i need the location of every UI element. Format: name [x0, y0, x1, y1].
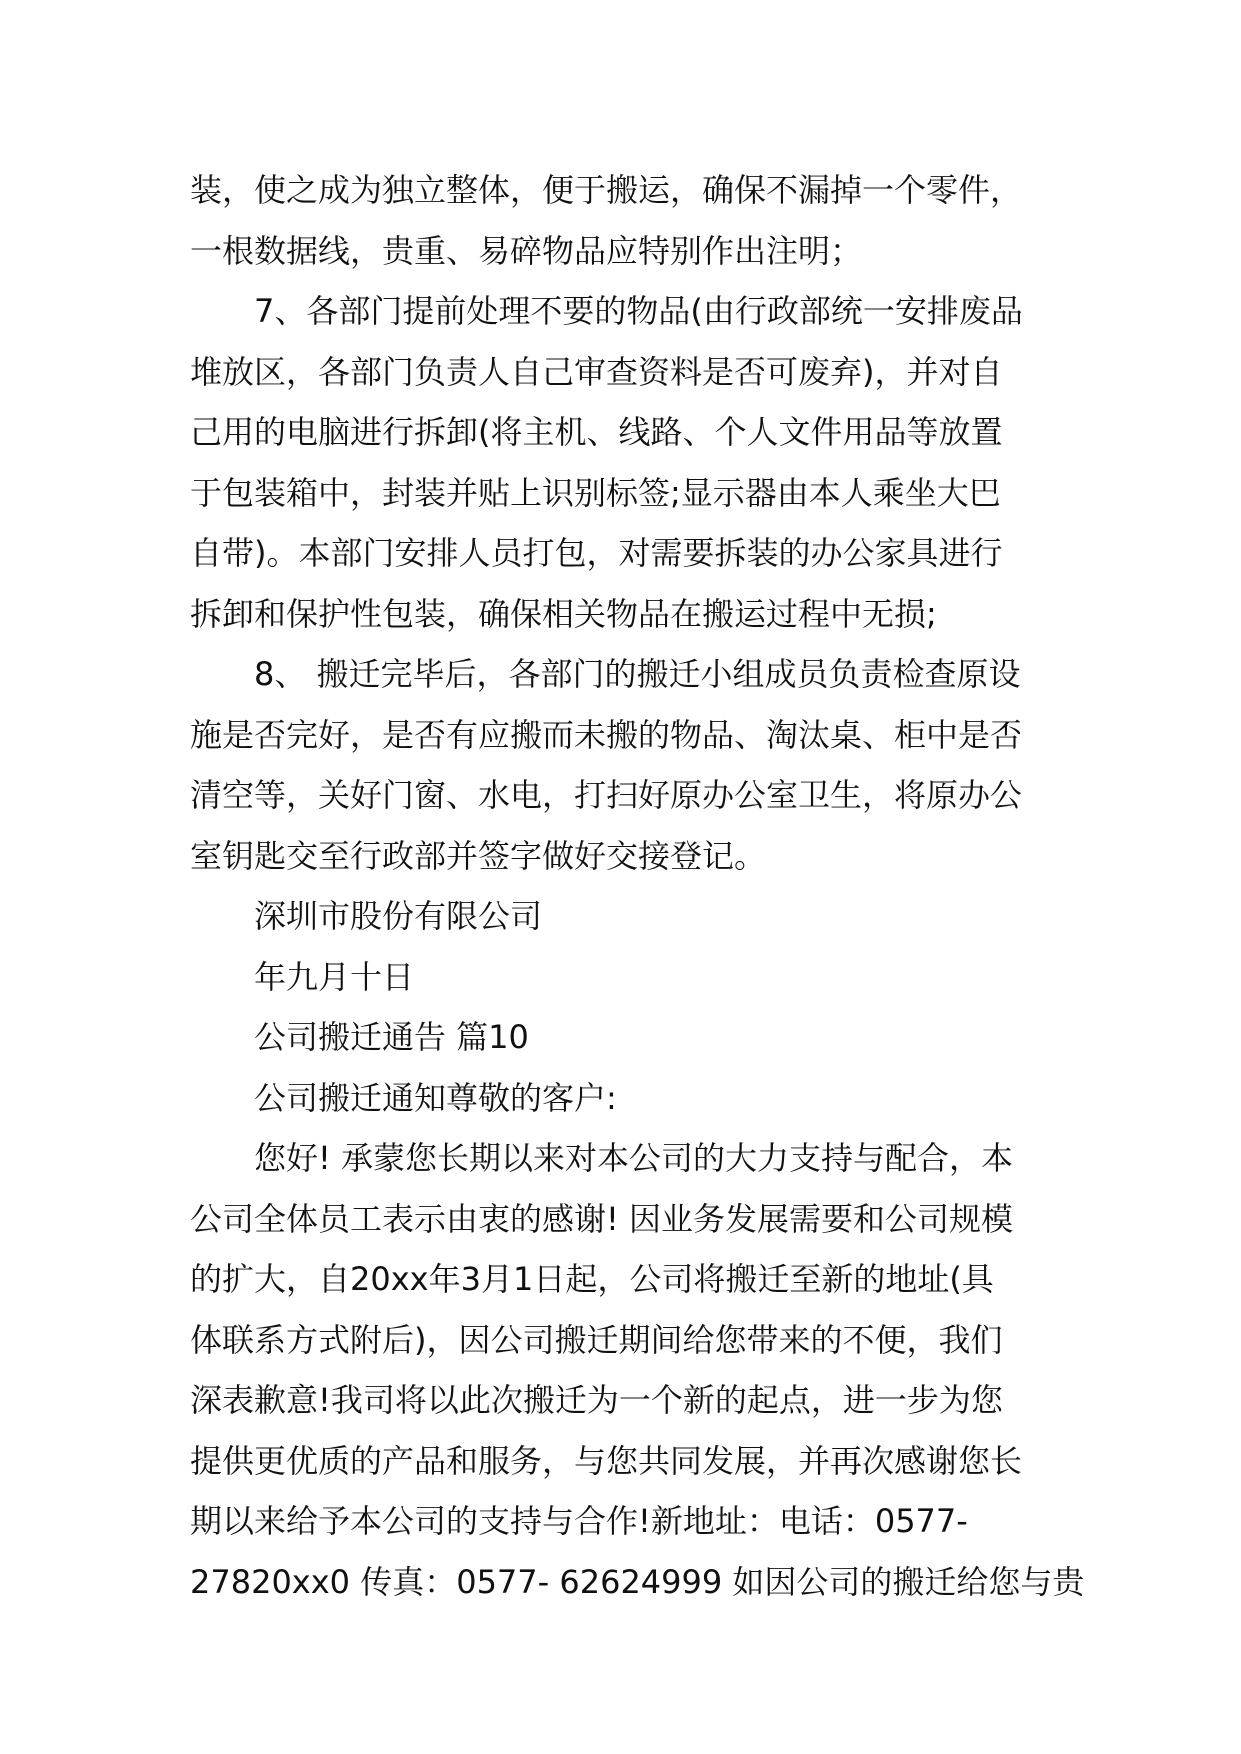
paragraph-item-8 [190, 644, 1052, 886]
text-line: 深表歉意!我司将以此次搬迁为一个新的起点，进一步为您 [190, 1381, 1003, 1419]
text-line: 年九月十日 [254, 957, 415, 996]
paragraph-item-7 [190, 281, 1052, 644]
text-line: 的扩大，自20xx年3月1日起，公司将搬迁至新的地址(具 [190, 1260, 994, 1298]
text-line: 清空等，关好门窗、水电，打扫好原办公室卫生，将原办公 [190, 776, 1023, 814]
notice-body [190, 1128, 1085, 1612]
text-line: 8、 搬迁完毕后，各部门的搬迁小组成员负责检查原设 [254, 655, 1021, 693]
text-line: 公司全体员工表示由衷的感谢! 因业务发展需要和公司规模 [190, 1199, 1014, 1238]
paragraph-packing-continued [190, 160, 1052, 281]
text-line: 27820xx0 传真：0577- 62624999 如因公司的搬迁给您与贵 [190, 1562, 1085, 1601]
text-line: 期以来给予本公司的支持与合作!新地址：电话：0577- [190, 1502, 968, 1540]
text-line: 室钥匙交至行政部并签字做好交接登记。 [190, 836, 767, 875]
text-line: 施是否完好，是否有应搬而未搬的物品、淘汰桌、柜中是否 [190, 715, 1023, 754]
text-line: 公司搬迁通知尊敬的客户: [254, 1078, 617, 1117]
text-line: 堆放区，各部门负责人自己审查资料是否可废弃)，并对自 [190, 352, 1003, 391]
text-line: 提供更优质的产品和服务，与您共同发展，并再次感谢您长 [190, 1441, 1023, 1480]
text-line: 7、各部门提前处理不要的物品(由行政部统一安排废品 [254, 292, 1023, 330]
text-line: 一根数据线，贵重、易碎物品应特别作出注明； [190, 231, 863, 270]
signature-company [190, 886, 1052, 947]
text-line: 己用的电脑进行拆卸(将主机、线路、个人文件用品等放置 [190, 413, 1003, 451]
text-line: 深圳市股份有限公司 [254, 897, 543, 935]
text-line: 您好! 承蒙您长期以来对本公司的大力支持与配合，本 [254, 1139, 1014, 1177]
document-body [190, 160, 1085, 1612]
text-line: 于包装箱中，封装并贴上识别标签;显示器由本人乘坐大巴 [190, 473, 1001, 512]
text-line: 自带)。本部门安排人员打包，对需要拆装的办公家具进行 [190, 534, 1003, 572]
notice-salutation [190, 1068, 1052, 1129]
text-line: 体联系方式附后)，因公司搬迁期间给您带来的不便，我们 [190, 1320, 1003, 1359]
text-line: 公司搬迁通告 篇10 [254, 1018, 529, 1056]
section-title [190, 1007, 1052, 1068]
text-line: 装，使之成为独立整体，便于搬运，确保不漏掉一个零件， [190, 171, 1023, 209]
signature-date [190, 947, 1052, 1008]
text-line: 拆卸和保护性包装，确保相关物品在搬运过程中无损; [190, 594, 937, 633]
